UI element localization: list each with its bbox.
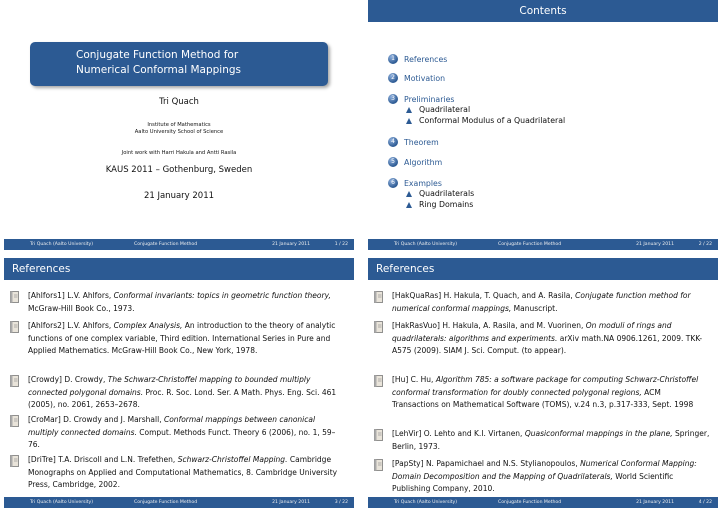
book-icon bbox=[10, 321, 20, 333]
reference-authors: N. Papamichael and N.S. Stylianopoulos, bbox=[425, 459, 578, 468]
reference-key: [Ahlfors2] bbox=[28, 321, 65, 330]
footer-page: 2 / 22 bbox=[698, 242, 712, 247]
reference-text bbox=[28, 374, 346, 412]
footer-title: Conjugate Function Method bbox=[498, 242, 562, 247]
slide-footer bbox=[368, 497, 718, 508]
reference-item bbox=[374, 320, 714, 358]
reference-publication: ACM Transactions on Mathematical Software (TOMS), v.24 n.3, p.317-333, Sept. 1998 bbox=[392, 387, 694, 409]
reference-authors: O. Lehto and K.I. Virtanen, bbox=[423, 429, 523, 438]
toc-section-label: Algorithm bbox=[404, 157, 443, 167]
reference-authors: D. Crowdy, bbox=[64, 375, 106, 384]
reference-publication: Manuscript. bbox=[513, 303, 558, 313]
toc-subsection-conformal-modulus[interactable] bbox=[406, 116, 565, 125]
reference-text bbox=[392, 374, 710, 412]
slide-header: References bbox=[4, 258, 354, 280]
slide-title bbox=[4, 0, 354, 250]
toc-section-label: References bbox=[404, 54, 448, 64]
reference-item bbox=[10, 414, 350, 452]
reference-item bbox=[374, 458, 714, 496]
book-icon bbox=[374, 429, 384, 441]
institute bbox=[4, 122, 354, 136]
reference-item bbox=[10, 454, 350, 492]
institute-line-1: Institute of Mathematics bbox=[147, 122, 211, 128]
title-line-2: Numerical Conformal Mappings bbox=[76, 64, 242, 76]
reference-publication: Comput. Methods Funct. Theory 6 (2006), no. 1, 59–76. bbox=[28, 427, 336, 449]
reference-authors: C. Hu, bbox=[410, 375, 434, 384]
reference-item bbox=[374, 428, 714, 453]
reference-work: The Schwarz-Christoffel mapping to bounded multiply connected polygonal domains. bbox=[28, 375, 311, 397]
section-number-ball: 1 bbox=[388, 54, 398, 64]
reference-key: [LehVir] bbox=[392, 429, 422, 438]
slide-header: References bbox=[368, 258, 718, 280]
toc-section-label: Examples bbox=[404, 178, 442, 188]
book-icon bbox=[374, 459, 384, 471]
footer-date: 21 January 2011 bbox=[272, 242, 310, 247]
reference-publication: Cambridge Monographs on Applied and Computational Mathematics, 8. Cambridge University Press, Cambridge, 2002. bbox=[28, 455, 338, 489]
slide-footer bbox=[4, 239, 354, 250]
reference-work: Algorithm 785: a software package for computing Schwarz-Christoffel conformal transformation for doubly connected polygonal regions, bbox=[392, 375, 699, 397]
section-number-ball: 5 bbox=[388, 157, 398, 167]
section-number-ball: 2 bbox=[388, 73, 398, 83]
triangle-bullet-icon bbox=[406, 107, 412, 113]
toc-section-label: Motivation bbox=[404, 73, 446, 83]
footer-title: Conjugate Function Method bbox=[134, 500, 198, 505]
book-icon bbox=[10, 375, 20, 387]
toc-section-theorem[interactable] bbox=[388, 137, 439, 147]
presentation-date: 21 January 2011 bbox=[143, 191, 215, 201]
footer-title: Conjugate Function Method bbox=[134, 242, 198, 247]
footer-author: Tri Quach (Aalto University) bbox=[394, 242, 458, 247]
footer-date: 21 January 2011 bbox=[636, 500, 674, 505]
toc-section-references[interactable] bbox=[388, 54, 447, 64]
toc-subsection-label: Quadrilateral bbox=[419, 105, 471, 114]
book-icon bbox=[374, 321, 384, 333]
triangle-bullet-icon bbox=[406, 202, 412, 208]
reference-publication: McGraw-Hill Book Co., 1973. bbox=[28, 303, 135, 313]
reference-key: [DriTre] bbox=[28, 455, 56, 464]
reference-authors: D. Crowdy and J. Marshall, bbox=[63, 415, 162, 424]
reference-key: [HakQuaRas] bbox=[392, 291, 442, 300]
toc-subsection-label: Ring Domains bbox=[419, 200, 474, 209]
toc-section-examples[interactable] bbox=[388, 178, 442, 188]
toc-subsection-quadrilateral[interactable] bbox=[406, 105, 470, 114]
book-icon bbox=[10, 455, 20, 467]
reference-item bbox=[374, 290, 714, 315]
toc-section-label: Theorem bbox=[404, 137, 439, 147]
book-icon bbox=[374, 375, 384, 387]
footer-page: 1 / 22 bbox=[334, 242, 348, 247]
presentation-title-box bbox=[30, 42, 328, 86]
toc-subsection-label: Conformal Modulus of a Quadrilateral bbox=[419, 116, 566, 125]
reference-key: [Ahlfors1] bbox=[28, 291, 65, 300]
toc-subsection-ring-domains[interactable] bbox=[406, 200, 473, 209]
author-name: Tri Quach bbox=[159, 97, 199, 107]
reference-work: Conformal mappings between canonical multiply connected domains. bbox=[28, 415, 316, 437]
reference-item bbox=[10, 290, 350, 315]
reference-work: Schwarz-Christoffel Mapping. bbox=[177, 455, 288, 464]
reference-authors: T.A. Driscoll and L.N. Trefethen, bbox=[58, 455, 176, 464]
reference-key: [HakRasVuo] bbox=[392, 321, 440, 330]
footer-page: 3 / 22 bbox=[334, 500, 348, 505]
section-number-ball: 4 bbox=[388, 137, 398, 147]
reference-work: Conformal invariants: topics in geometric function theory, bbox=[113, 291, 331, 300]
triangle-bullet-icon bbox=[406, 118, 412, 124]
reference-publication: Springer, Berlin, 1973. bbox=[392, 429, 710, 451]
footer-author: Tri Quach (Aalto University) bbox=[30, 242, 94, 247]
footer-author: Tri Quach (Aalto University) bbox=[394, 500, 458, 505]
slide-references-1 bbox=[4, 258, 354, 508]
reference-authors: H. Hakula, T. Quach, and A. Rasila, bbox=[443, 291, 573, 300]
book-icon bbox=[10, 415, 20, 427]
footer-date: 21 January 2011 bbox=[272, 500, 310, 505]
section-number-ball: 3 bbox=[388, 94, 398, 104]
toc-section-label: Preliminaries bbox=[404, 94, 455, 104]
book-icon bbox=[10, 291, 20, 303]
reference-publication: An introduction to the theory of analytic functions of one complex variable, Third edition. International Series in Pure and Applied Mathematics. McGraw-Hill Book Co., New York, 1978. bbox=[28, 321, 336, 355]
slide-contents bbox=[368, 0, 718, 250]
slide-references-2 bbox=[368, 258, 718, 508]
reference-key: [Crowdy] bbox=[28, 375, 62, 384]
toc-subsection-quadrilaterals[interactable] bbox=[406, 189, 474, 198]
reference-item bbox=[374, 374, 714, 412]
institute-line-2: Aalto University School of Science bbox=[134, 129, 224, 135]
reference-key: [Hu] bbox=[392, 375, 409, 384]
reference-text bbox=[28, 290, 346, 315]
reference-work: Complex Analysis, bbox=[113, 321, 183, 330]
joint-work-note: Joint work with Harri Hakula and Antti Rasila bbox=[121, 150, 237, 156]
reference-work: Quasiconformal mappings in the plane, bbox=[524, 429, 673, 438]
reference-item bbox=[10, 320, 350, 358]
reference-text bbox=[28, 454, 346, 492]
reference-authors: L.V. Ahlfors, bbox=[67, 291, 112, 300]
slide-header: Contents bbox=[368, 0, 718, 22]
reference-key: [PapSty] bbox=[392, 459, 424, 468]
toc-subsection-label: Quadrilaterals bbox=[419, 189, 475, 198]
reference-work: Conjugate function method for numerical conformal mappings, bbox=[392, 291, 691, 313]
section-number-ball: 6 bbox=[388, 178, 398, 188]
toc-section-preliminaries[interactable] bbox=[388, 94, 454, 104]
reference-work: Numerical Conformal Mapping: Domain Decomposition and the Mapping of Quadrilaterals, bbox=[392, 459, 697, 481]
footer-title: Conjugate Function Method bbox=[498, 500, 562, 505]
triangle-bullet-icon bbox=[406, 191, 412, 197]
reference-publication: World Scientific Publishing Company, 2010. bbox=[392, 471, 674, 493]
toc-section-algorithm[interactable] bbox=[388, 157, 442, 167]
title-line-1: Conjugate Function Method for bbox=[76, 49, 239, 61]
reference-authors: L.V. Ahlfors, bbox=[67, 321, 112, 330]
reference-text bbox=[392, 458, 710, 496]
reference-item bbox=[10, 374, 350, 412]
reference-work: On moduli of rings and quadrilaterals: algorithms and experiments. bbox=[392, 321, 672, 343]
book-icon bbox=[374, 291, 384, 303]
slide-footer bbox=[368, 239, 718, 250]
reference-key: [CroMar] bbox=[28, 415, 61, 424]
conference: KAUS 2011 – Gothenburg, Sweden bbox=[105, 165, 253, 175]
reference-publication: arXiv math.NA 0906.1261, 2009. TKK-A575 (2009). SIAM J. Sci. Comput. (to appear). bbox=[392, 333, 703, 355]
toc-section-motivation[interactable] bbox=[388, 73, 445, 83]
reference-text bbox=[28, 320, 346, 358]
footer-date: 21 January 2011 bbox=[636, 242, 674, 247]
reference-text bbox=[28, 414, 346, 452]
footer-page: 4 / 22 bbox=[698, 500, 712, 505]
reference-text bbox=[392, 320, 710, 358]
reference-text bbox=[392, 290, 710, 315]
footer-author: Tri Quach (Aalto University) bbox=[30, 500, 94, 505]
reference-authors: H. Hakula, A. Rasila, and M. Vuorinen, bbox=[442, 321, 584, 330]
slide-footer bbox=[4, 497, 354, 508]
reference-publication: Proc. R. Soc. Lond. Ser. A Math. Phys. Eng. Sci. 461 (2005), no. 2061, 2653–2678. bbox=[28, 387, 337, 409]
reference-text bbox=[392, 428, 710, 453]
